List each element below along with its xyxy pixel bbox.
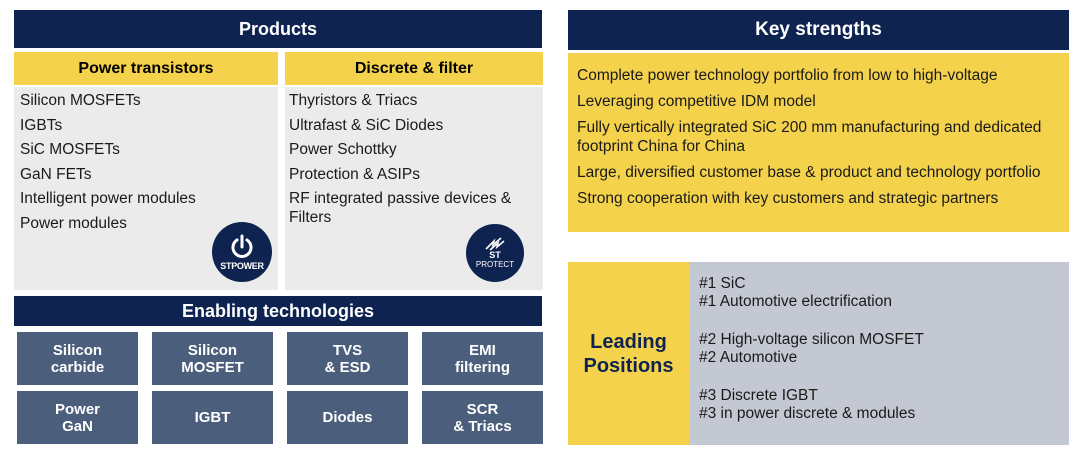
rank-item: #1 Automotive electrification [699,293,892,310]
power-icon [230,234,254,260]
rank-item: #2 Automotive [699,349,798,366]
list-item: GaN FETs [20,165,92,183]
key-strengths-list [577,66,1059,208]
list-item: Power modules [20,214,127,232]
list-item: Silicon MOSFETs [20,92,141,109]
tech-tile: Silicon MOSFET [152,332,273,385]
leading-positions-label: Leading Positions [568,262,689,445]
power-transistors-title: Power transistors [78,59,214,77]
list-item: Large, diversified customer base & product and technology portfolio [577,164,1041,181]
list-item: Complete power technology portfolio from low to high-voltage [577,67,998,84]
tech-tile: Diodes [287,391,408,444]
tech-tile: SCR & Triacs [422,391,543,444]
list-item: Ultrafast & SiC Diodes [289,116,444,134]
products-title: Products [238,18,317,39]
list-item: Thyristors & Triacs [289,92,418,109]
stpower-logo-text: STPOWER [220,260,264,271]
power-transistors-list [20,91,278,233]
tech-tile: IGBT [152,391,273,444]
power-transistors-panel [14,87,278,290]
power-transistors-header [14,52,278,85]
discrete-filter-title: Discrete & filter [354,59,474,77]
discrete-filter-panel [285,87,543,290]
list-item: Fully vertically integrated SiC 200 mm manufacturing and dedicated footprint China for China [577,119,1042,155]
lightning-shield-icon [484,237,506,251]
tech-tile: Power GaN [17,391,138,444]
enabling-technologies-title: Enabling technologies [181,300,374,321]
tech-tile: EMI filtering [422,332,543,385]
list-item: RF integrated passive devices & Filters [289,190,512,226]
tech-tile: Silicon carbide [17,332,138,385]
discrete-filter-header [285,52,543,85]
key-strengths-panel [568,53,1069,232]
list-item: Protection & ASIPs [289,165,420,183]
rank-group [699,331,1059,367]
rank-group [699,275,1059,311]
tech-tile: TVS & ESD [287,332,408,385]
products-header [14,10,542,48]
discrete-filter-list [289,91,535,227]
enabling-technologies-header [14,296,542,326]
key-strengths-header [568,10,1069,50]
list-item: Strong cooperation with key customers and strategic partners [577,190,999,207]
stprotect-logo-text-2: PROTECT [475,260,515,269]
rank-item: #1 SiC [699,275,746,292]
rank-group [699,387,1059,423]
rank-item: #2 High-voltage silicon MOSFET [699,331,924,348]
list-item: Leveraging competitive IDM model [577,93,816,110]
stprotect-logo-text-1: ST [489,250,501,260]
leading-positions-panel [689,262,1069,445]
list-item: IGBTs [20,116,63,134]
key-strengths-title: Key strengths [755,19,882,40]
stprotect-logo [466,224,524,282]
list-item: Power Schottky [289,141,397,158]
list-item: SiC MOSFETs [20,141,120,158]
list-item: Intelligent power modules [20,190,196,207]
rank-item: #3 in power discrete & modules [699,405,916,422]
stpower-logo [212,222,272,282]
rank-item: #3 Discrete IGBT [699,387,818,404]
